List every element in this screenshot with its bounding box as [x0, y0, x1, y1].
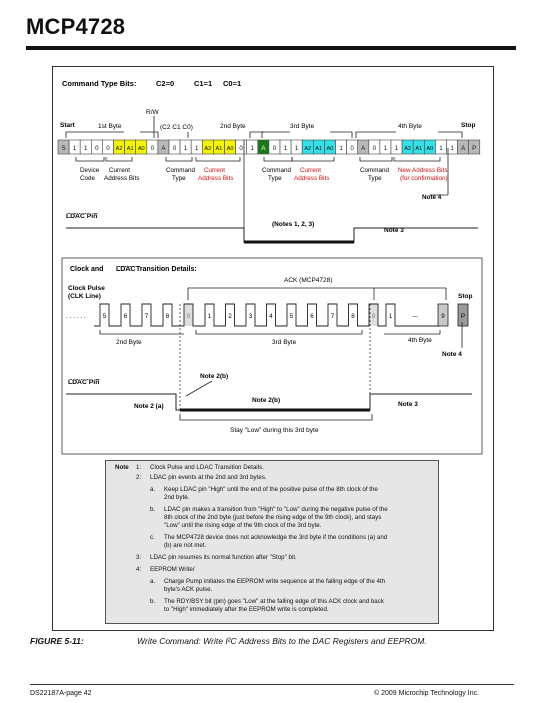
svg-text:0: 0 [150, 145, 155, 152]
clock-dots: . . . . . . [66, 313, 86, 320]
clock-number: 5 [289, 313, 294, 320]
bit-cell [269, 140, 280, 154]
clock-number: 8 [351, 313, 355, 320]
ack-pulse-highlight [369, 304, 378, 326]
bit-cell [380, 140, 391, 154]
bit-cell [347, 140, 358, 154]
current-address-red-4: Address Bits [294, 175, 330, 182]
clock-number: 8 [165, 313, 170, 320]
c2c1c0-label: (C2 C1 C0) [160, 124, 193, 131]
bit-cell [180, 140, 191, 154]
bit-cell [302, 140, 313, 154]
stop-label: Stop [461, 122, 476, 129]
bit-cell [369, 140, 380, 154]
note4b-line1: The RDY/BSY bit (pin) goes "Low" at the falling edge of this ACK clock and back [164, 598, 384, 605]
svg-text:A0: A0 [426, 146, 434, 152]
svg-text:0: 0 [350, 145, 354, 152]
svg-text:A0: A0 [137, 146, 145, 152]
command-type-bits-label: Command Type Bits: [62, 79, 137, 88]
note4-number: 4: [136, 566, 142, 573]
svg-text:0: 0 [272, 145, 277, 152]
bit-cell [169, 140, 180, 154]
bit-cell [358, 140, 369, 154]
clock-note4: Note 4 [442, 351, 462, 358]
svg-text:1: 1 [283, 145, 288, 152]
current-address-red-1: Current [204, 167, 225, 174]
note1-number: 1: [136, 464, 142, 471]
note4a-letter: a. [150, 578, 156, 585]
svg-text:1: 1 [439, 145, 443, 152]
svg-text:1: 1 [450, 145, 454, 152]
bit-cell [336, 140, 347, 154]
clock-number: 5 [102, 313, 107, 320]
stay-low-label: Stay "Low" during this 3rd byte [230, 427, 319, 434]
bit-cell [91, 140, 102, 154]
bit-cell [136, 140, 147, 154]
clock-number: 7 [144, 313, 149, 320]
note2b-line3: "Low" until the rising edge of the 9th clock of the 3rd byte. [164, 522, 322, 529]
clock-pulse-label-1: Clock Pulse [68, 285, 105, 292]
c2-value: C2=0 [156, 79, 175, 88]
figure-caption: Write Command: Write I²C Address Bits to the DAC Registers and EEPROM. [137, 636, 427, 646]
clock-heading-suffix: Transition Details: [136, 266, 197, 273]
footer-doc-id: DS22187A-page 42 [30, 690, 92, 697]
note2c-line2: (b) are not met. [164, 542, 207, 549]
byte1-label: 1st Byte [98, 123, 122, 130]
clock-number: 1 [207, 313, 212, 320]
ldac-waveform-top [66, 228, 478, 242]
svg-text:A2: A2 [404, 146, 412, 152]
clock-number: 7 [330, 313, 335, 320]
bit-cell [202, 140, 213, 154]
note3-text: LDAC pin resumes its normal function after "Stop" bit. [150, 554, 297, 561]
command-type-label-4: Type [268, 175, 282, 182]
note2b-letter: b. [150, 506, 156, 513]
clock-pulse-label-2: (CLK Line) [68, 293, 101, 300]
command-type-label-3: Command [262, 167, 292, 174]
svg-text:1: 1 [339, 145, 343, 152]
new-address-label-1: New Address Bits [398, 167, 448, 174]
svg-text:0: 0 [239, 145, 243, 152]
note2-text: LDAC pin events at the 2nd and 3rd bytes. [150, 474, 267, 481]
note3-number: 3: [136, 554, 142, 561]
command-type-label-2: Type [172, 175, 186, 182]
svg-text:1: 1 [294, 145, 299, 152]
svg-text:0: 0 [106, 145, 110, 152]
note2a-letter: a. [150, 486, 156, 493]
clock-ellipsis: --- [412, 313, 419, 320]
note2a-line2: 2nd byte. [164, 494, 190, 501]
figure-label: FIGURE 5-11: [30, 636, 84, 646]
bit-cell [291, 140, 302, 154]
svg-text:A2: A2 [204, 146, 212, 152]
svg-text:S: S [61, 145, 66, 152]
svg-text:1: 1 [72, 145, 77, 152]
note2b-label: Note 2(b) [252, 397, 281, 404]
note4a-line2: byte's ACK pulse. [164, 586, 213, 593]
ldac-pin-label-mid: LDAC Pin [68, 379, 100, 386]
bit-cell [391, 140, 402, 154]
svg-text:A2: A2 [115, 146, 123, 152]
byte3-label: 3rd Byte [290, 123, 315, 130]
bit-cell [236, 140, 247, 154]
svg-text:0: 0 [172, 145, 177, 152]
bit-cell [102, 140, 113, 154]
clock-number: 3 [248, 313, 253, 320]
note2b-top: Note 2(b) [200, 373, 229, 380]
svg-text:A: A [361, 145, 366, 152]
bit-cell [313, 140, 324, 154]
clock-heading-prefix: Clock and [70, 266, 104, 273]
notes-box [105, 460, 439, 624]
clock-byte4-label: 4th Byte [408, 337, 432, 344]
bit-cell [247, 140, 258, 154]
bit-row [58, 140, 480, 154]
bit-cell [458, 140, 469, 154]
note4-text: EEPROM Write/ [150, 566, 195, 573]
bit-cell [80, 140, 91, 154]
clock-byte2-label: 2nd Byte [116, 339, 142, 346]
c1-value: C1=1 [194, 79, 213, 88]
bit-cell [324, 140, 335, 154]
svg-text:A: A [261, 145, 266, 152]
svg-text:0: 0 [372, 145, 377, 152]
page-title: MCP4728 [26, 14, 126, 39]
note4b-line2: to "High" immediately after the EEPROM write is completed. [164, 606, 329, 613]
ldac-pin-label-top: LDAC Pin [66, 213, 98, 220]
svg-text:1: 1 [394, 145, 399, 152]
stop-letter: P [460, 313, 466, 320]
svg-text:1: 1 [383, 145, 388, 152]
bit-cell [213, 140, 224, 154]
bit-cell [158, 140, 169, 154]
note2b-line2: 8th clock of the 2nd byte (just before the rising edge of the 9th clock), and stays [164, 514, 382, 521]
bit-cell [147, 140, 158, 154]
clock-detail-box [62, 258, 482, 454]
bit-cell [225, 140, 236, 154]
device-code-label-1: Device [80, 167, 100, 174]
clock-heading-ldac: LDAC [116, 266, 136, 273]
bit-cell [280, 140, 291, 154]
bit-cell [413, 140, 424, 154]
current-address-red-3: Current [300, 167, 321, 174]
command-type-label-6: Type [368, 175, 382, 182]
svg-text:1: 1 [195, 145, 199, 152]
svg-text:A1: A1 [215, 146, 223, 152]
bit-cell [58, 140, 69, 154]
clock-stop-label: Stop [458, 293, 473, 300]
svg-text:A: A [161, 145, 166, 152]
command-type-label-5: Command [360, 167, 390, 174]
note2-number: 2: [136, 474, 142, 481]
bit-cell [435, 140, 446, 154]
clock-byte3-label: 3rd Byte [272, 339, 297, 346]
note4-top: Note 4 [422, 194, 442, 201]
ack-pulse-highlight [184, 304, 193, 326]
note4a-line1: Charge Pump initiates the EEPROM write sequence at the falling edge of the 4th [164, 578, 386, 585]
clock-number: 4 [269, 313, 273, 320]
start-label: Start [60, 122, 75, 129]
note1-text: Clock Pulse and LDAC Transition Details. [150, 464, 264, 471]
svg-text:A1: A1 [415, 146, 423, 152]
command-type-label-1: Command [166, 167, 196, 174]
note2a-label: Note 2 (a) [134, 403, 164, 410]
new-address-label-2: (for confirmation) [400, 175, 448, 182]
field-brackets [76, 157, 440, 161]
notes-123: (Notes 1, 2, 3) [272, 221, 315, 228]
notes-label: Note [115, 464, 129, 471]
clock-number: 6 [123, 313, 128, 320]
note3-top: Note 3 [384, 227, 404, 234]
current-address-label-1: Current [109, 167, 130, 174]
note2c-letter: c. [150, 534, 155, 541]
clock-number: 1 [388, 313, 393, 320]
svg-text:A1: A1 [126, 146, 134, 152]
bit-cell [402, 140, 413, 154]
note2c-line1: The MCP4728 device does not acknowledge the 3rd byte if the conditions (a) and [164, 534, 388, 541]
svg-text:1: 1 [183, 145, 188, 152]
current-address-label-2: Address Bits [104, 175, 140, 182]
svg-text:1: 1 [84, 145, 88, 152]
svg-text:0: 0 [95, 145, 99, 152]
c0-value: C0=1 [223, 79, 242, 88]
device-code-label-2: Code [80, 175, 96, 182]
bit-cell [469, 140, 480, 154]
byte4-label: 4th Byte [398, 123, 422, 130]
clock-number: 2 [228, 313, 232, 320]
clock-waveform [94, 304, 468, 326]
bit-cell [125, 140, 136, 154]
bit-cell [258, 140, 269, 154]
note4b-letter: b. [150, 598, 156, 605]
note2b-line1: LDAC pin makes a transition from "High" to "Low" during the negative pulse of the [164, 506, 388, 513]
note3-mid: Note 3 [398, 401, 418, 408]
rw-label: R/W [146, 109, 159, 116]
note2a-line1: Keep LDAC pin "High" until the end of the positive pulse of the 8th clock of the [164, 486, 378, 493]
footer-rule [30, 684, 514, 685]
bit-cell [69, 140, 80, 154]
svg-text:A0: A0 [226, 146, 234, 152]
svg-text:P: P [472, 145, 477, 152]
bit-cell [191, 140, 202, 154]
current-address-red-2: Address Bits [198, 175, 234, 182]
svg-text:A2: A2 [304, 146, 312, 152]
ack-label: ACK (MCP4728) [284, 277, 333, 284]
svg-text:A: A [461, 145, 466, 152]
bit-cell [114, 140, 125, 154]
footer-copyright: © 2009 Microchip Technology Inc. [374, 690, 480, 697]
clock-number: 6 [310, 313, 314, 320]
bit-cell [424, 140, 435, 154]
byte2-label: 2nd Byte [220, 123, 246, 130]
svg-text:A0: A0 [326, 146, 334, 152]
svg-text:1: 1 [250, 145, 254, 152]
clock-number: 9 [441, 313, 445, 320]
svg-text:A1: A1 [315, 146, 323, 152]
